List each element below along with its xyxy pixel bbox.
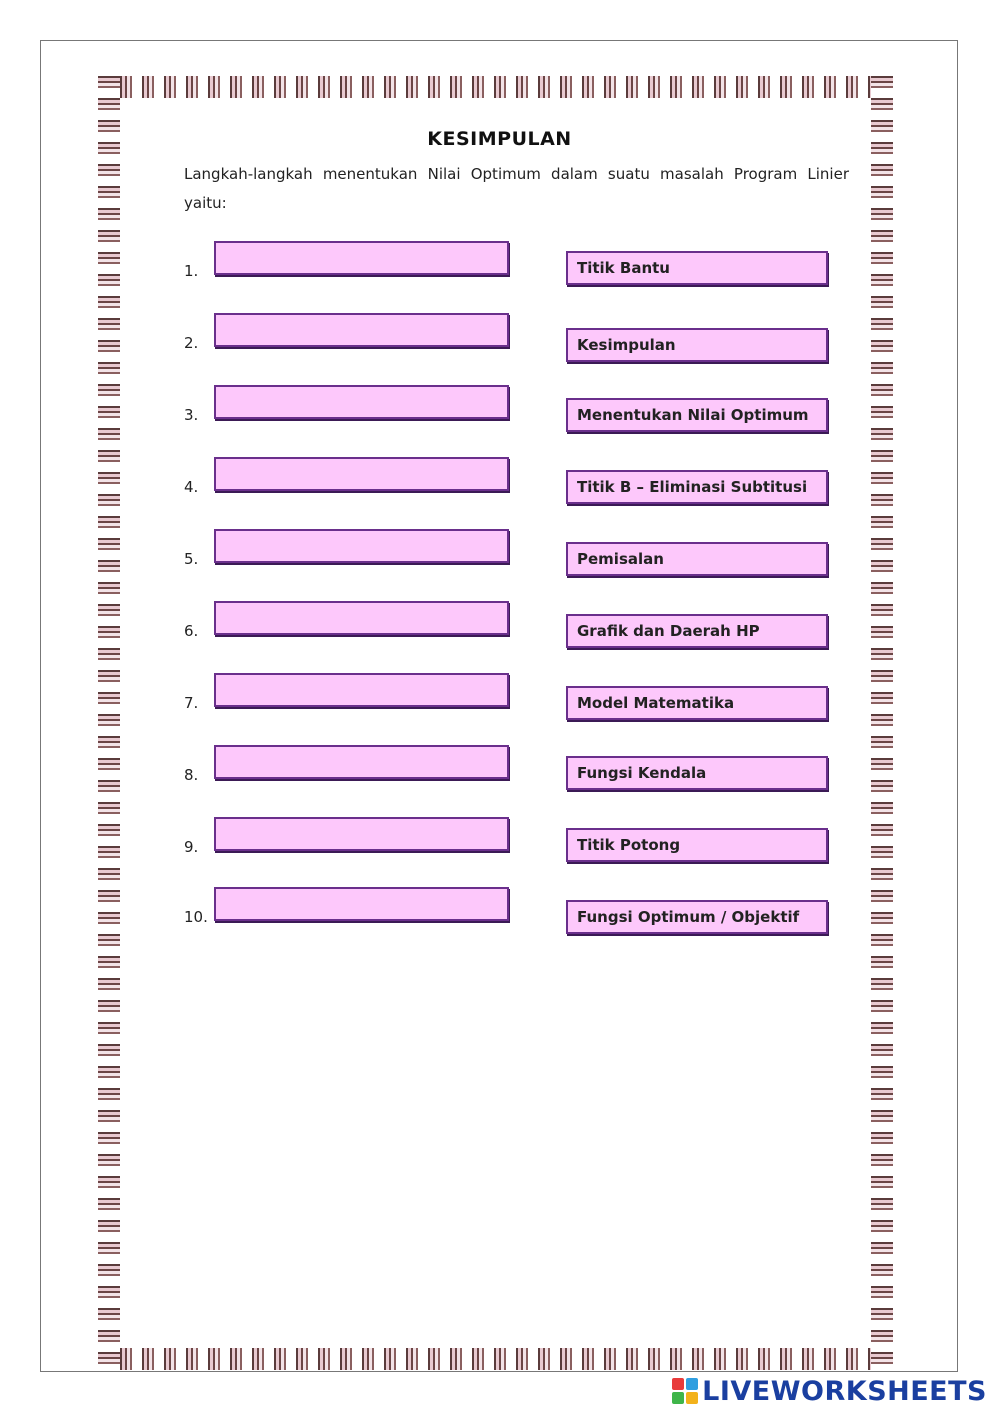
answer-card-grafik-daerah-hp[interactable]: Grafik dan Daerah HP	[566, 614, 828, 648]
decorative-border-bottom	[98, 1348, 893, 1370]
step-number: 4.	[184, 478, 199, 496]
liveworksheets-logo-icon	[672, 1378, 698, 1404]
step-number: 2.	[184, 334, 199, 352]
liveworksheets-logo[interactable]	[672, 1374, 987, 1408]
drop-target-6[interactable]	[214, 601, 509, 635]
step-number: 5.	[184, 550, 199, 568]
decorative-border-right	[871, 76, 893, 1370]
drop-target-5[interactable]	[214, 529, 509, 563]
answer-card-kesimpulan[interactable]: Kesimpulan	[566, 328, 828, 362]
answer-card-fungsi-kendala[interactable]: Fungsi Kendala	[566, 756, 828, 790]
step-number: 1.	[184, 262, 199, 280]
answer-card-model-matematika[interactable]: Model Matematika	[566, 686, 828, 720]
step-number: 9.	[184, 838, 199, 856]
drop-target-1[interactable]	[214, 241, 509, 275]
step-number: 7.	[184, 694, 199, 712]
step-number: 8.	[184, 766, 199, 784]
drop-target-10[interactable]	[214, 887, 509, 921]
decorative-border-left	[98, 76, 120, 1370]
brand-text: LIVEWORKSHEETS	[702, 1375, 987, 1407]
answer-card-pemisalan[interactable]: Pemisalan	[566, 542, 828, 576]
drop-target-2[interactable]	[214, 313, 509, 347]
answer-card-fungsi-optimum[interactable]: Fungsi Optimum / Objektif	[566, 900, 828, 934]
intro-text: Langkah-langkah menentukan Nilai Optimum dalam suatu masalah Program Linier yaitu:	[184, 165, 849, 212]
drop-target-7[interactable]	[214, 673, 509, 707]
step-number: 6.	[184, 622, 199, 640]
drop-target-8[interactable]	[214, 745, 509, 779]
step-number: 10.	[184, 908, 208, 926]
decorative-border-top	[98, 76, 893, 98]
answer-card-titik-b-eliminasi[interactable]: Titik B – Eliminasi Subtitusi	[566, 470, 828, 504]
drop-target-9[interactable]	[214, 817, 509, 851]
answer-card-menentukan-nilai-optimum[interactable]: Menentukan Nilai Optimum	[566, 398, 828, 432]
answer-card-titik-potong[interactable]: Titik Potong	[566, 828, 828, 862]
drop-target-3[interactable]	[214, 385, 509, 419]
page-title: KESIMPULAN	[427, 128, 572, 150]
drop-target-4[interactable]	[214, 457, 509, 491]
answer-card-titik-bantu[interactable]: Titik Bantu	[566, 251, 828, 285]
step-number: 3.	[184, 406, 199, 424]
